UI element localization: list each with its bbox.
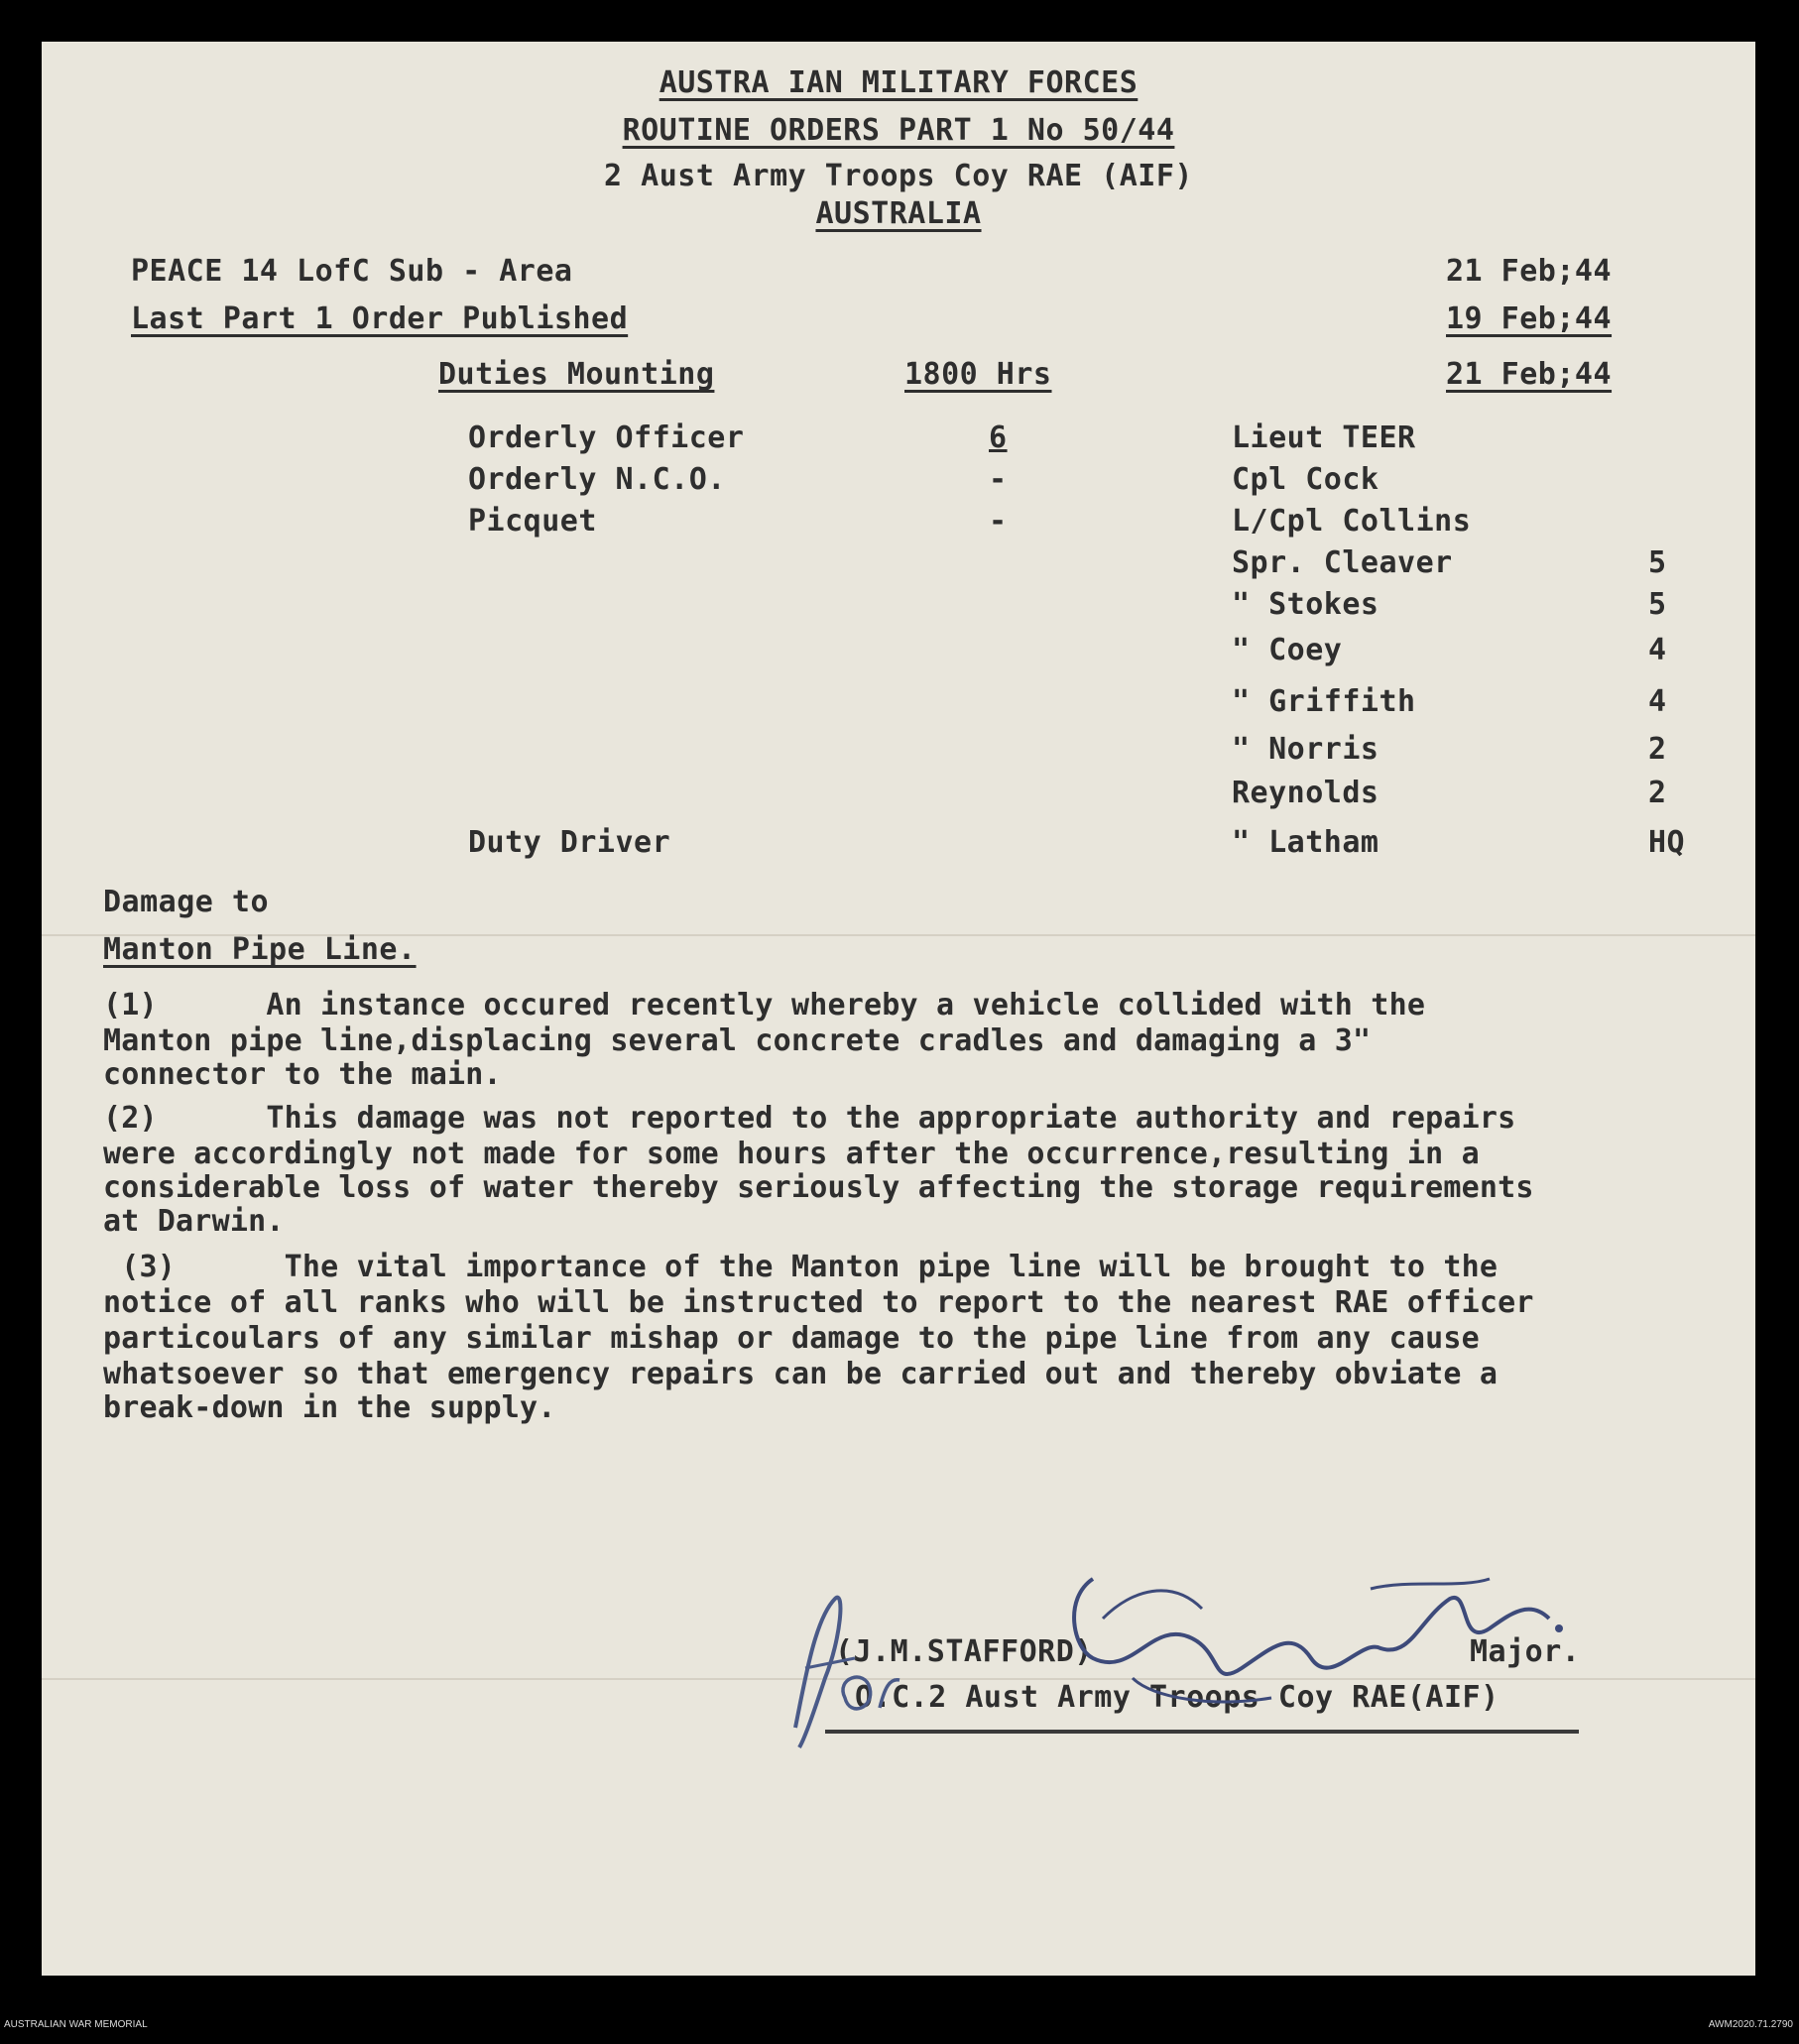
duty-name: " Coey xyxy=(1232,633,1343,667)
body-line: whatsoever so that emergency repairs can be carried out and thereby obviate a xyxy=(103,1357,1499,1391)
body-line: considerable loss of water thereby seriously affecting the storage requirements xyxy=(103,1170,1534,1205)
last-order-date: 19 Feb;44 xyxy=(1446,301,1613,336)
section-title-1: Damage to xyxy=(103,885,270,919)
duty-name: " Stokes xyxy=(1232,587,1379,622)
last-order-label: Last Part 1 Order Published xyxy=(131,301,629,336)
body-line: (3) The vital importance of the Manton pipe line will be brought to the xyxy=(103,1250,1499,1284)
signatory-title: O.C.2 Aust Army Troops Coy RAE(AIF) xyxy=(855,1680,1499,1715)
body-line: notice of all ranks who will be instructed to report to the nearest RAE officer xyxy=(103,1285,1534,1320)
duties-time: 1800 Hrs xyxy=(904,357,1052,392)
header-line-1: AUSTRA IAN MILITARY FORCES xyxy=(659,65,1139,100)
document-page xyxy=(42,42,1755,1976)
body-line: connector to the main. xyxy=(103,1057,502,1092)
body-line: (2) This damage was not reported to the appropriate authority and repairs xyxy=(103,1101,1516,1136)
duties-date: 21 Feb;44 xyxy=(1446,357,1613,392)
duty-name: Lieut TEER xyxy=(1232,421,1416,455)
place-date: 21 Feb;44 xyxy=(1446,254,1613,289)
duty-unit: 2 xyxy=(1648,732,1667,767)
duty-unit: HQ xyxy=(1648,825,1686,860)
duty-role: Orderly Officer xyxy=(468,421,745,455)
duty-name: Reynolds xyxy=(1232,776,1379,810)
duty-unit: 2 xyxy=(1648,776,1667,810)
duty-role: Orderly N.C.O. xyxy=(468,462,726,497)
duty-unit: 5 xyxy=(1648,545,1667,580)
header-line-2: ROUTINE ORDERS PART 1 No 50/44 xyxy=(622,113,1175,148)
duty-code: - xyxy=(989,504,1008,539)
duty-name: " Norris xyxy=(1232,732,1379,767)
signatory-name: (J.M.STAFFORD) xyxy=(835,1634,1093,1669)
duties-label: Duties Mounting xyxy=(438,357,715,392)
duty-unit: 4 xyxy=(1648,633,1667,667)
duty-name: " Griffith xyxy=(1232,684,1416,719)
footer-left: AUSTRALIAN WAR MEMORIAL xyxy=(4,2019,148,2030)
body-line: particoulars of any similar mishap or damage to the pipe line from any cause xyxy=(103,1321,1480,1356)
header-line-3: 2 Aust Army Troops Coy RAE (AIF) xyxy=(604,159,1193,193)
duty-name: L/Cpl Collins xyxy=(1232,504,1472,539)
duty-unit: 4 xyxy=(1648,684,1667,719)
body-line: break-down in the supply. xyxy=(103,1390,556,1425)
duty-name: Cpl Cock xyxy=(1232,462,1379,497)
header-line-4: AUSTRALIA xyxy=(815,196,982,231)
place-label: PEACE 14 LofC Sub - Area xyxy=(131,254,573,289)
duty-name: Spr. Cleaver xyxy=(1232,545,1453,580)
body-line: at Darwin. xyxy=(103,1204,285,1239)
duty-unit: 5 xyxy=(1648,587,1667,622)
body-line: were accordingly not made for some hours after the occurrence,resulting in a xyxy=(103,1137,1480,1171)
duty-name: " Latham xyxy=(1232,825,1379,860)
section-title-2: Manton Pipe Line. xyxy=(103,932,417,967)
duty-code: - xyxy=(989,462,1008,497)
handwritten-signature xyxy=(776,1559,1589,1757)
body-line: Manton pipe line,displacing several concrete cradles and damaging a 3" xyxy=(103,1023,1372,1058)
duty-role: Picquet xyxy=(468,504,597,539)
duty-code: 6 xyxy=(989,421,1008,455)
duty-role: Duty Driver xyxy=(468,825,671,860)
body-line: (1) An instance occured recently whereby a vehicle collided with the xyxy=(103,988,1426,1022)
footer-right: AWM2020.71.2790 xyxy=(1708,2019,1793,2030)
signatory-rank: Major. xyxy=(1470,1634,1581,1669)
